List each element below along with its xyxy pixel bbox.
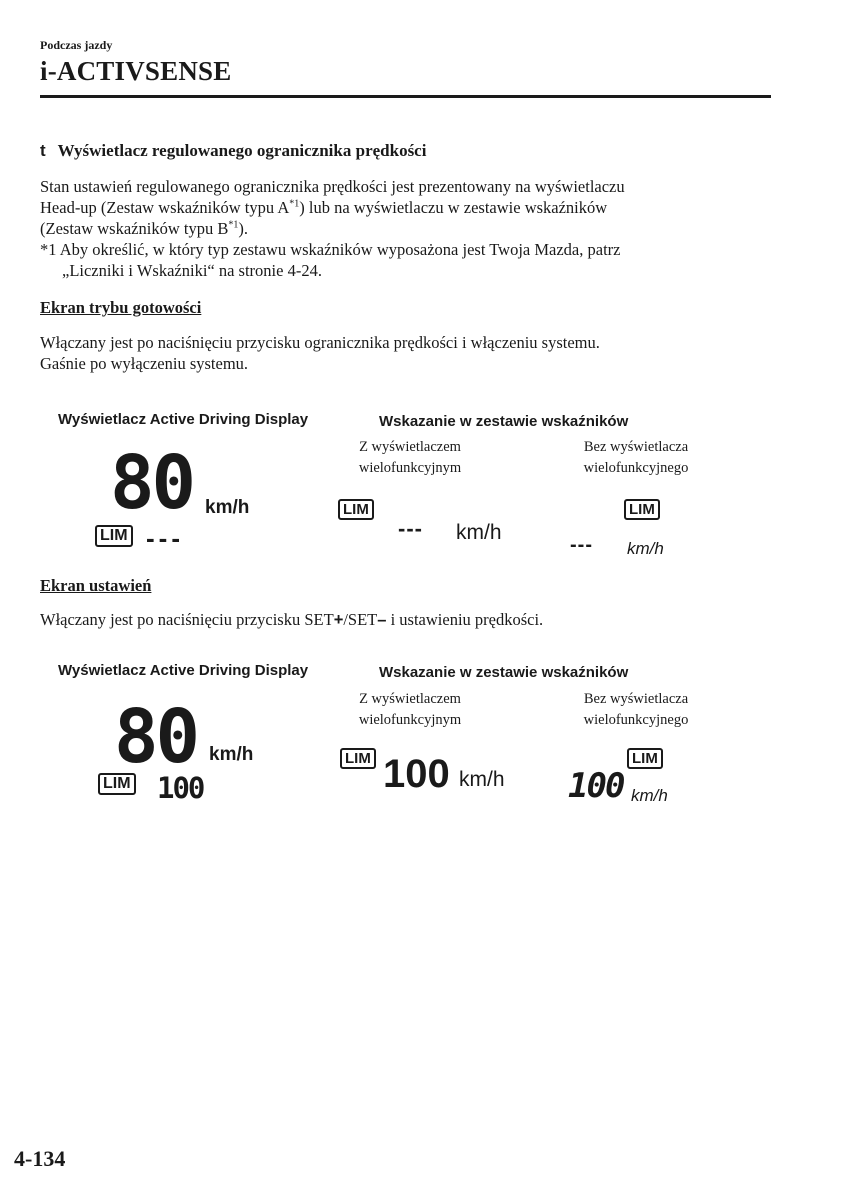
- limit-value-blank: ---: [398, 516, 423, 541]
- heading-marker: t: [40, 141, 46, 160]
- standby-heading: Ekran trybu gotowości: [40, 298, 202, 317]
- page-title: i-ACTIVSENSE: [40, 56, 232, 86]
- section-label: Podczas jazdy: [40, 38, 113, 52]
- settings-heading: Ekran ustawień: [40, 576, 152, 595]
- intro-text: Head-up (Zestaw wskaźników typu A: [40, 198, 290, 217]
- adr-speed-readout: 80: [114, 694, 198, 780]
- with-mfd-line: wielofunkcyjnym: [358, 460, 462, 476]
- with-mfd-caption: [340, 437, 480, 479]
- intro-line: [40, 176, 780, 197]
- without-mfd-line: wielofunkcyjnego: [583, 460, 689, 476]
- page-number: 4-134: [14, 1146, 66, 1171]
- intro-text: ) lub na wyświetlaczu w zestawie wskaźników: [299, 198, 608, 217]
- speed-unit: km/h: [456, 521, 502, 544]
- heading-text: Wyświetlacz regulowanego ogranicznika prędkości: [57, 141, 427, 160]
- intro-line: [40, 197, 780, 218]
- without-mfd-caption: [566, 689, 706, 731]
- standby-text: Gaśnie po wyłączeniu systemu.: [40, 354, 249, 373]
- cluster-caption: Wskazanie w zestawie wskaźników: [379, 664, 629, 681]
- footnote-ref: *1: [228, 219, 239, 231]
- limit-value-blank: ---: [570, 534, 593, 556]
- with-mfd-line: Z wyświetlaczem: [359, 691, 461, 707]
- speed-unit: km/h: [459, 768, 505, 791]
- intro-text: Stan ustawień regulowanego ogranicznika prędkości jest prezentowany na wyświetlaczu: [40, 177, 625, 196]
- lim-indicator: LIM: [624, 499, 660, 520]
- title-divider: [40, 95, 771, 98]
- set-limit-value: 100: [157, 771, 204, 805]
- lim-indicator: LIM: [340, 748, 376, 769]
- with-mfd-caption: [340, 689, 480, 731]
- settings-text-a: Włączany jest po naciśnięciu przycisku SET: [40, 610, 334, 629]
- without-mfd-line: Bez wyświetlacza: [583, 691, 689, 707]
- lim-indicator: LIM: [627, 748, 663, 769]
- adr-speed-readout: 80: [110, 440, 194, 526]
- cluster-caption: Wskazanie w zestawie wskaźników: [379, 413, 629, 430]
- settings-paragraph: [40, 609, 780, 631]
- adr-caption: Wyświetlacz Active Driving Display: [58, 411, 309, 428]
- standby-text: Włączany jest po naciśnięciu przycisku ogranicznika prędkości i włączeniu systemu.: [40, 333, 600, 352]
- adr-caption: Wyświetlacz Active Driving Display: [58, 662, 309, 679]
- intro-line: [40, 218, 780, 239]
- standby-paragraph: [40, 332, 780, 374]
- intro-paragraph: [40, 176, 780, 281]
- footnote-continued: „Liczniki i Wskaźniki“ na stronie 4-24.: [62, 261, 322, 280]
- with-mfd-line: Z wyświetlaczem: [359, 439, 461, 455]
- settings-text-c: i ustawieniu prędkości.: [386, 610, 544, 629]
- lim-indicator: LIM: [95, 525, 133, 547]
- section-heading: [40, 141, 426, 161]
- lim-indicator: LIM: [338, 499, 374, 520]
- set-limit-value: 100: [568, 766, 624, 806]
- plus-symbol: +: [333, 611, 344, 629]
- footnote: *1 Aby określić, w który typ zestawu wskaźników wyposażona jest Twoja Mazda, patrz: [40, 240, 621, 259]
- without-mfd-caption: [566, 437, 706, 479]
- intro-text: (Zestaw wskaźników typu B: [40, 219, 229, 238]
- speed-unit: km/h: [631, 786, 668, 805]
- without-mfd-line: wielofunkcyjnego: [583, 712, 689, 728]
- settings-text: [40, 609, 780, 631]
- intro-text: ).: [238, 219, 248, 238]
- settings-text-b: /SET: [343, 610, 378, 629]
- minus-symbol: –: [377, 611, 387, 629]
- limit-value-blank: ---: [146, 523, 184, 553]
- footnote-ref: *1: [289, 198, 300, 210]
- speed-unit: km/h: [627, 539, 664, 558]
- adr-speed-unit: km/h: [205, 497, 250, 518]
- with-mfd-line: wielofunkcyjnym: [358, 712, 462, 728]
- without-mfd-line: Bez wyświetlacza: [583, 439, 689, 455]
- lim-indicator: LIM: [98, 773, 136, 795]
- adr-speed-unit: km/h: [209, 744, 254, 765]
- set-limit-value: 100: [383, 752, 450, 796]
